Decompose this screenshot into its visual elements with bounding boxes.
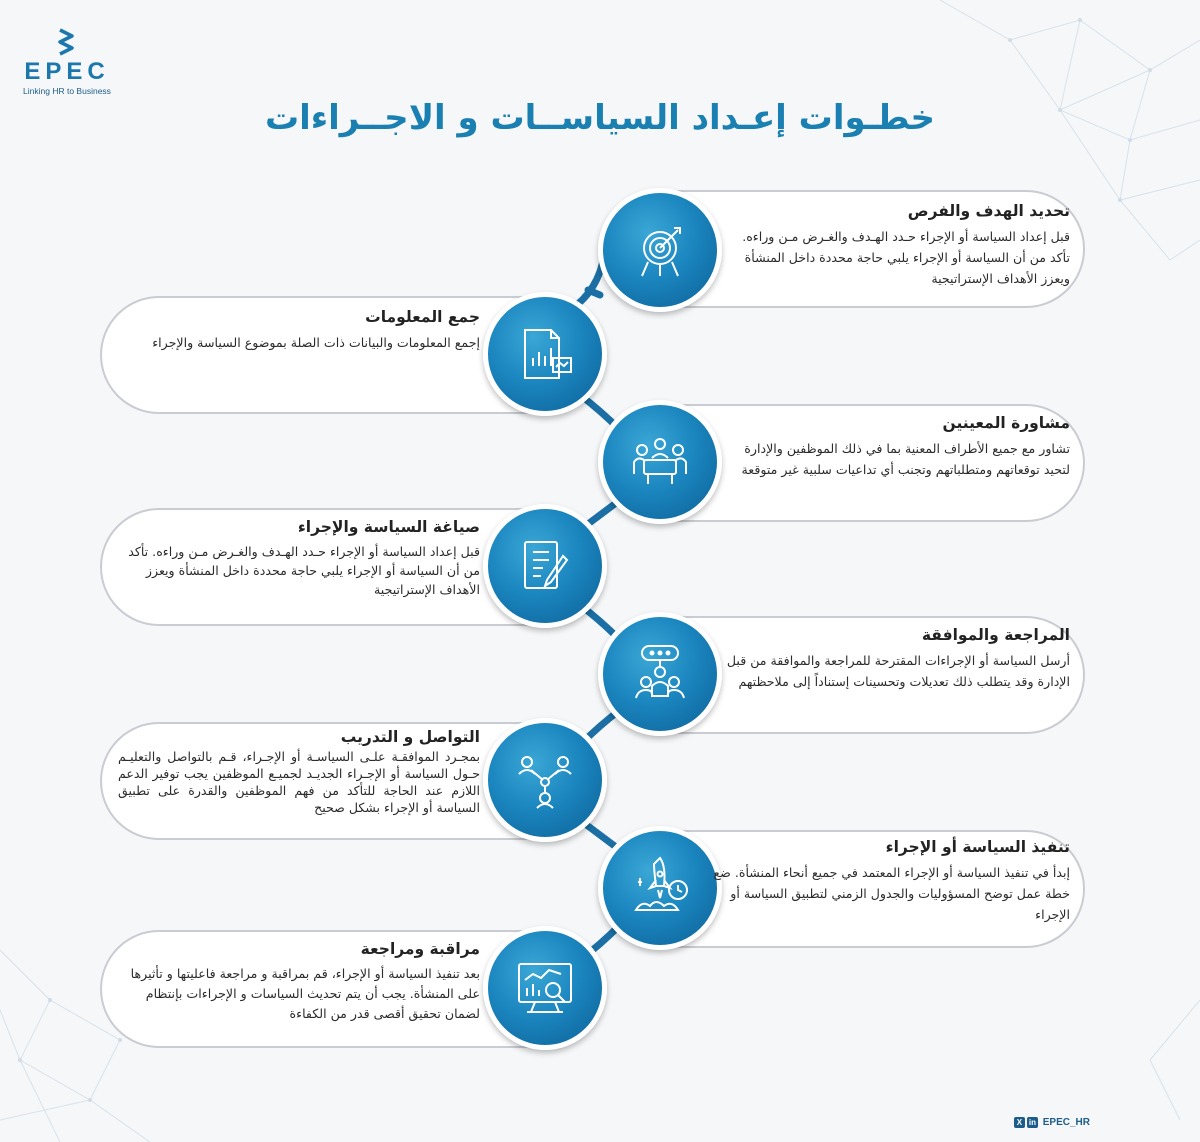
analytics-icon [513,956,577,1020]
target-icon [628,218,692,282]
report-icon [513,322,577,386]
brand-name: EPEC [24,58,110,85]
step-7-text [710,838,1070,925]
step-5-text [710,626,1070,692]
step-2-text [120,308,480,353]
step-1-description: قبل إعداد السياسة أو الإجراء حـدد الهـدف والغـرض مـن وراءه. تأكد من أن السياسة أو الإجراء يلبي حاجة محددة داخل المنشأة ويعزز الأهداف الإستراتيجية [742,229,1070,286]
step-5-description: أرسل السياسة أو الإجراءات المقترحة للمراجعة والموافقة من قبل الإدارة وقد يتطلب ذلك تعديلات وتحسينات إستناداً إلى ملاحظتهم [726,653,1070,689]
step-3-description: تشاور مع جميع الأطراف المعنية بما في ذلك الموظفين والإدارة لتحيد توقعاتهم ومتطلباتهم وتجنب أي تداعيات سلبية غير متوقعة [741,441,1070,477]
step-1-text [730,202,1070,289]
network-icon [513,748,577,812]
team-review-icon [628,642,692,706]
meeting-icon [628,430,692,494]
step-4-title: صياغة السياسة والإجراء [297,518,480,536]
step-5-title: المراجعة والموافقة [921,626,1070,644]
brand-tagline: Linking HR to Business [23,86,111,96]
step-5-badge [598,612,722,736]
step-2-description: إجمع المعلومات والبيانات ذات الصلة بموضوع السياسة والإجراء [152,335,480,350]
step-4-text [120,518,480,599]
linkedin-icon: in [1028,1118,1037,1127]
step-2-badge [483,292,607,416]
step-8-title: مراقبة ومراجعة [360,940,480,958]
step-8-badge [483,926,607,1050]
step-7-description: إبدأ في تنفيذ السياسة أو الإجراء المعتمد في جميع أنحاء المنشأة. ضع خطة عمل توضح المسؤوليات والجدول الزمني لتطبيق السياسة أو الإجراء [713,865,1070,922]
step-7-title: تنفيذ السياسة أو الإجراء [885,838,1070,856]
step-4-description: قبل إعداد السياسة أو الإجراء حـدد الهـدف والغـرض مـن وراءه. تأكد من أن السياسة أو الإجراء يلبي حاجة محددة داخل المنشأة ويعزز الأهداف الإستراتيجية [128,544,480,597]
step-4-badge [483,504,607,628]
footer-handle: EPEC_HR [1042,1117,1090,1128]
step-3-text [730,414,1070,480]
social-handle[interactable] [1014,1117,1090,1128]
step-6-badge [483,718,607,842]
step-8-description: بعد تنفيذ السياسة أو الإجراء، قم بمراقبة و مراجعة فاعليتها و تأثيرها على المنشأة. يجب أن يتم تحديث السياسات و الإجراءات بإنتظام لضمان تحقيق أقصى قدر من الكفاءة [130,966,480,1021]
rocket-icon [628,856,692,920]
step-3-badge [598,400,722,524]
step-6-title: التواصل و التدريب [340,728,480,746]
page-title: خطـوات إعـداد السياســات و الاجــراءات [264,98,936,138]
step-6-text [118,728,480,816]
step-3-title: مشاورة المعينين [942,414,1070,432]
step-2-title: جمع المعلومات [365,308,480,326]
x-icon: X [1014,1117,1025,1128]
document-edit-icon [513,534,577,598]
step-7-badge [598,826,722,950]
step-6-description: بمجـرد الموافقـة علـى السياسـة أو الإجـراء، قـم بالتواصل والتعليـم حـول السياسة أو الإجـراء الجديـد لجميـع الموظفين يجب توفير الدعم اللازم عند الحاجة للتأكد من فهم الموظفين والقدرة على تطبيق السياسة أو الإجراء بشكل صحيح [118,749,480,815]
step-1-badge [598,188,722,312]
step-8-text [118,940,480,1024]
step-1-title: تحديد الهدف والفرص [907,202,1070,220]
